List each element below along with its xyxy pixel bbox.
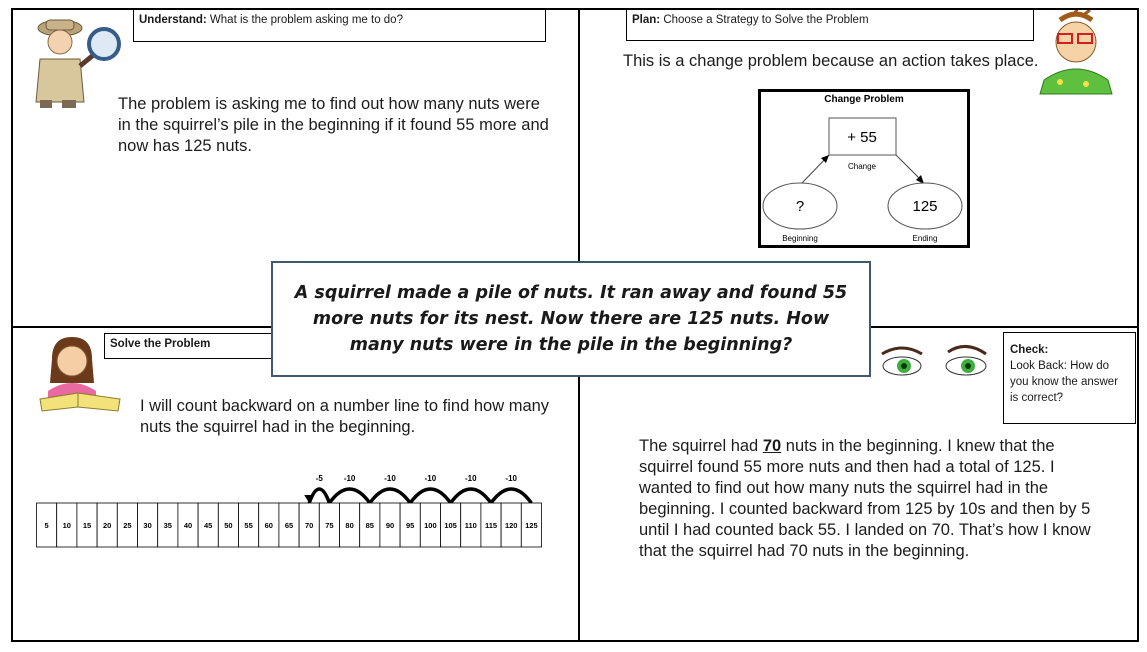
plan-label	[626, 9, 1034, 41]
number-line-label: 80	[345, 521, 354, 530]
plan-label-bold: Plan:	[632, 14, 661, 26]
number-line-jump-label: -5	[315, 474, 323, 483]
number-line-label: 10	[62, 521, 71, 530]
number-line-label: 105	[444, 521, 457, 530]
eyes-icon	[878, 342, 994, 378]
number-line-jump-label: -10	[424, 474, 437, 483]
diagram-ending-value: 125	[912, 198, 938, 215]
plan-label-text: Choose a Strategy to Solve the Problem	[660, 14, 869, 26]
number-line-label: 110	[464, 521, 477, 530]
number-line-label: 60	[264, 521, 273, 530]
solve-label	[104, 333, 274, 359]
check-body-before: The squirrel had	[639, 437, 763, 455]
number-line-label: 100	[424, 521, 437, 530]
plan-body: This is a change problem because an action takes place.	[623, 52, 1039, 70]
number-line-label: 65	[284, 521, 294, 530]
question-box	[271, 261, 871, 377]
check-body	[639, 436, 1091, 562]
number-line-label: 70	[305, 521, 314, 530]
number-line-label: 55	[244, 521, 253, 530]
number-line-label: 50	[224, 521, 233, 530]
understand-label	[133, 9, 546, 42]
number-line-jump-label: -10	[465, 474, 477, 483]
number-line-jump-arc	[410, 489, 450, 503]
solve-label-text: Solve the Problem	[110, 338, 211, 350]
number-line-label: 85	[365, 521, 374, 530]
number-line-label: 40	[183, 521, 193, 530]
number-line-label: 20	[103, 521, 112, 530]
number-line-label: 75	[325, 521, 334, 530]
number-line-label: 15	[82, 521, 92, 530]
number-line	[36, 470, 560, 550]
number-line-label: 30	[143, 521, 152, 530]
number-line-label: 115	[484, 521, 498, 530]
number-line-jump-label: -10	[343, 474, 356, 483]
number-line-label: 45	[204, 521, 213, 530]
number-line-jump-label: -10	[505, 474, 517, 483]
diagram-beginning-value: ?	[795, 198, 805, 215]
number-line-label: 25	[123, 521, 132, 530]
number-line-jump-arc	[329, 489, 369, 503]
number-line-label: 35	[163, 521, 172, 530]
check-label-bold: Check:	[1010, 344, 1049, 356]
number-line-label: 125	[525, 521, 538, 530]
solve-body: I will count backward on a number line to find how many nuts the squirrel had in the beginning.	[140, 397, 550, 436]
thinking-girl-icon	[1030, 10, 1122, 96]
number-line-jump-arc	[370, 489, 410, 503]
check-label	[1003, 332, 1136, 424]
detective-icon	[22, 14, 122, 114]
number-line-label: 120	[504, 521, 518, 530]
check-answer: 70	[762, 437, 782, 455]
number-line-jump-label: -10	[384, 474, 396, 483]
check-label-text: Look Back: How do you know the answer is correct?	[1010, 360, 1119, 404]
diagram-title: Change Problem	[824, 94, 904, 105]
diagram-beginning-label: Beginning	[782, 234, 818, 243]
understand-label-bold: Understand:	[139, 14, 207, 26]
diagram-change-label: Change	[847, 162, 877, 171]
question-text: A squirrel made a pile of nuts. It ran away and found 55 more nuts for its nest. Now there are 125 nuts. How many nuts were in the pile in the beginning?	[294, 283, 848, 355]
change-problem-diagram	[758, 89, 970, 248]
number-line-arrowhead	[304, 495, 314, 503]
number-line-jump-arc	[491, 489, 531, 503]
diagram-ending-label: Ending	[912, 234, 938, 243]
number-line-jump-arc	[451, 489, 491, 503]
understand-label-text: What is the problem asking me to do?	[206, 14, 403, 26]
number-line-label: 90	[385, 521, 395, 530]
number-line-label: 5	[44, 521, 49, 530]
number-line-label: 95	[406, 521, 415, 530]
diagram-change-value: + 55	[847, 129, 877, 146]
check-body-after: nuts in the beginning. I knew that the squirrel found 55 more nuts and then had a total of 125. I wanted to find out how many nuts the squirrel had in the beginning. I counted backward from 125 by 10s and then by 5 until I had counted back 55. I landed on 70. That’s how I know that the squirrel had 70 nuts in the beginning.	[639, 437, 1091, 560]
understand-body: The problem is asking me to find out how many nuts were in the squirrel’s pile in the beginning if it found 55 more and now has 125 nuts.	[118, 95, 549, 155]
